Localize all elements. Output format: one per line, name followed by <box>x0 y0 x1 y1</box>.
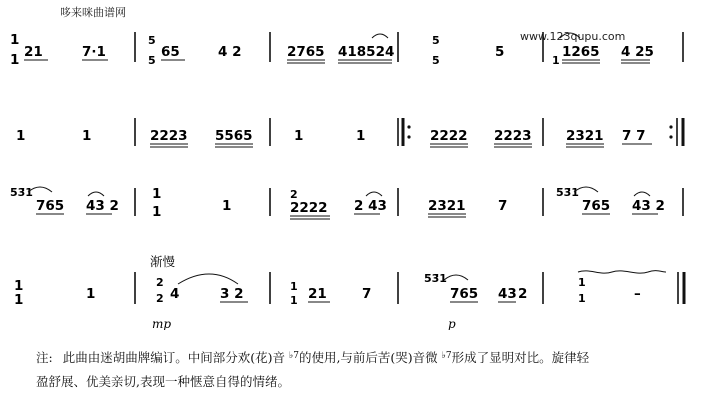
note: 3 2 <box>220 286 244 302</box>
footnote-line-1 <box>36 344 686 370</box>
footnote-text: 此曲由迷胡曲牌编订。中间部分欢(花)音 <box>62 350 285 365</box>
note: 1 <box>152 204 162 220</box>
note: 43 <box>498 286 517 302</box>
note: 1265 <box>562 44 600 60</box>
note: 2 <box>290 188 298 201</box>
note: 1 <box>16 128 26 144</box>
note: 1 <box>222 198 232 214</box>
note: 4 <box>170 286 180 302</box>
flat-seven: ♭7 <box>288 351 299 361</box>
note: 43 2 <box>632 198 665 214</box>
note: 2223 <box>150 128 188 144</box>
note: 1 <box>86 286 96 302</box>
note: – <box>634 286 641 302</box>
row-1 <box>10 32 654 68</box>
row-2 <box>16 128 652 147</box>
footnote <box>36 344 686 394</box>
note: 1 <box>578 276 586 289</box>
dynamic-mark: mp <box>152 317 172 330</box>
tempo-mark: 渐慢 <box>150 254 176 269</box>
note: 2223 <box>494 128 532 144</box>
note: 2 43 <box>354 198 387 214</box>
footnote-label: 注: <box>36 350 53 365</box>
footnote-text: 盈舒展、优美亲切,表现一种惬意自得的情绪。 <box>36 374 290 389</box>
note: 2 <box>156 276 164 289</box>
note: 2321 <box>428 198 466 214</box>
note: 2765 <box>287 44 325 60</box>
note: 1 <box>14 278 24 294</box>
note: 1 <box>290 294 298 307</box>
note: 2 <box>156 292 164 305</box>
note: 7 <box>362 286 372 302</box>
note: 765 <box>36 198 65 214</box>
row-3 <box>10 186 665 220</box>
watermark-right: www.123qupu.com <box>520 30 626 43</box>
note: 1 <box>552 54 560 67</box>
note: 7·1 <box>82 44 106 60</box>
note: 5 <box>432 54 440 67</box>
note: 1 <box>82 128 92 144</box>
note: 1 <box>10 32 20 48</box>
flat-seven: ♭7 <box>441 351 452 361</box>
note: 65 <box>161 44 180 60</box>
row-4 <box>14 254 666 330</box>
note: 5 <box>495 44 505 60</box>
note: 765 <box>450 286 479 302</box>
note: 5 <box>148 54 156 67</box>
note: 5565 <box>215 128 253 144</box>
note: 1 <box>294 128 304 144</box>
note: 43 2 <box>86 198 119 214</box>
note: 4 25 <box>621 44 654 60</box>
grace-notes: 5̄3̄1 <box>556 186 579 199</box>
note: 418524 <box>338 44 395 60</box>
footnote-text: 的使用,与前后苦(哭)音微 <box>298 350 438 365</box>
note: 1 <box>578 292 586 305</box>
note: 2321 <box>566 128 604 144</box>
note: 2 <box>518 286 528 302</box>
note: 7 7 <box>622 128 646 144</box>
note: 2222 <box>290 200 328 216</box>
note: 7 <box>498 198 508 214</box>
note: 21 <box>24 44 43 60</box>
dynamic-mark: p <box>448 317 456 330</box>
grace-notes: 5̄3̄1 <box>10 186 33 199</box>
watermark-left: 哆来咪曲谱网 <box>60 6 126 19</box>
note: 1 <box>290 280 298 293</box>
note: 1 <box>356 128 366 144</box>
grace-notes: 5̄3̄1 <box>424 272 447 285</box>
note: 21 <box>308 286 327 302</box>
note: 765 <box>582 198 611 214</box>
note: 2222 <box>430 128 468 144</box>
note: 5 <box>432 34 440 47</box>
note: 1 <box>152 186 162 202</box>
note: 4 2 <box>218 44 242 60</box>
note: 1 <box>14 292 24 308</box>
note: 1 <box>10 52 20 68</box>
footnote-text: 形成了显明对比。旋律轻 <box>451 350 590 365</box>
footnote-line-2 <box>36 370 686 394</box>
barlines <box>135 32 684 304</box>
note: 5 <box>148 34 156 47</box>
